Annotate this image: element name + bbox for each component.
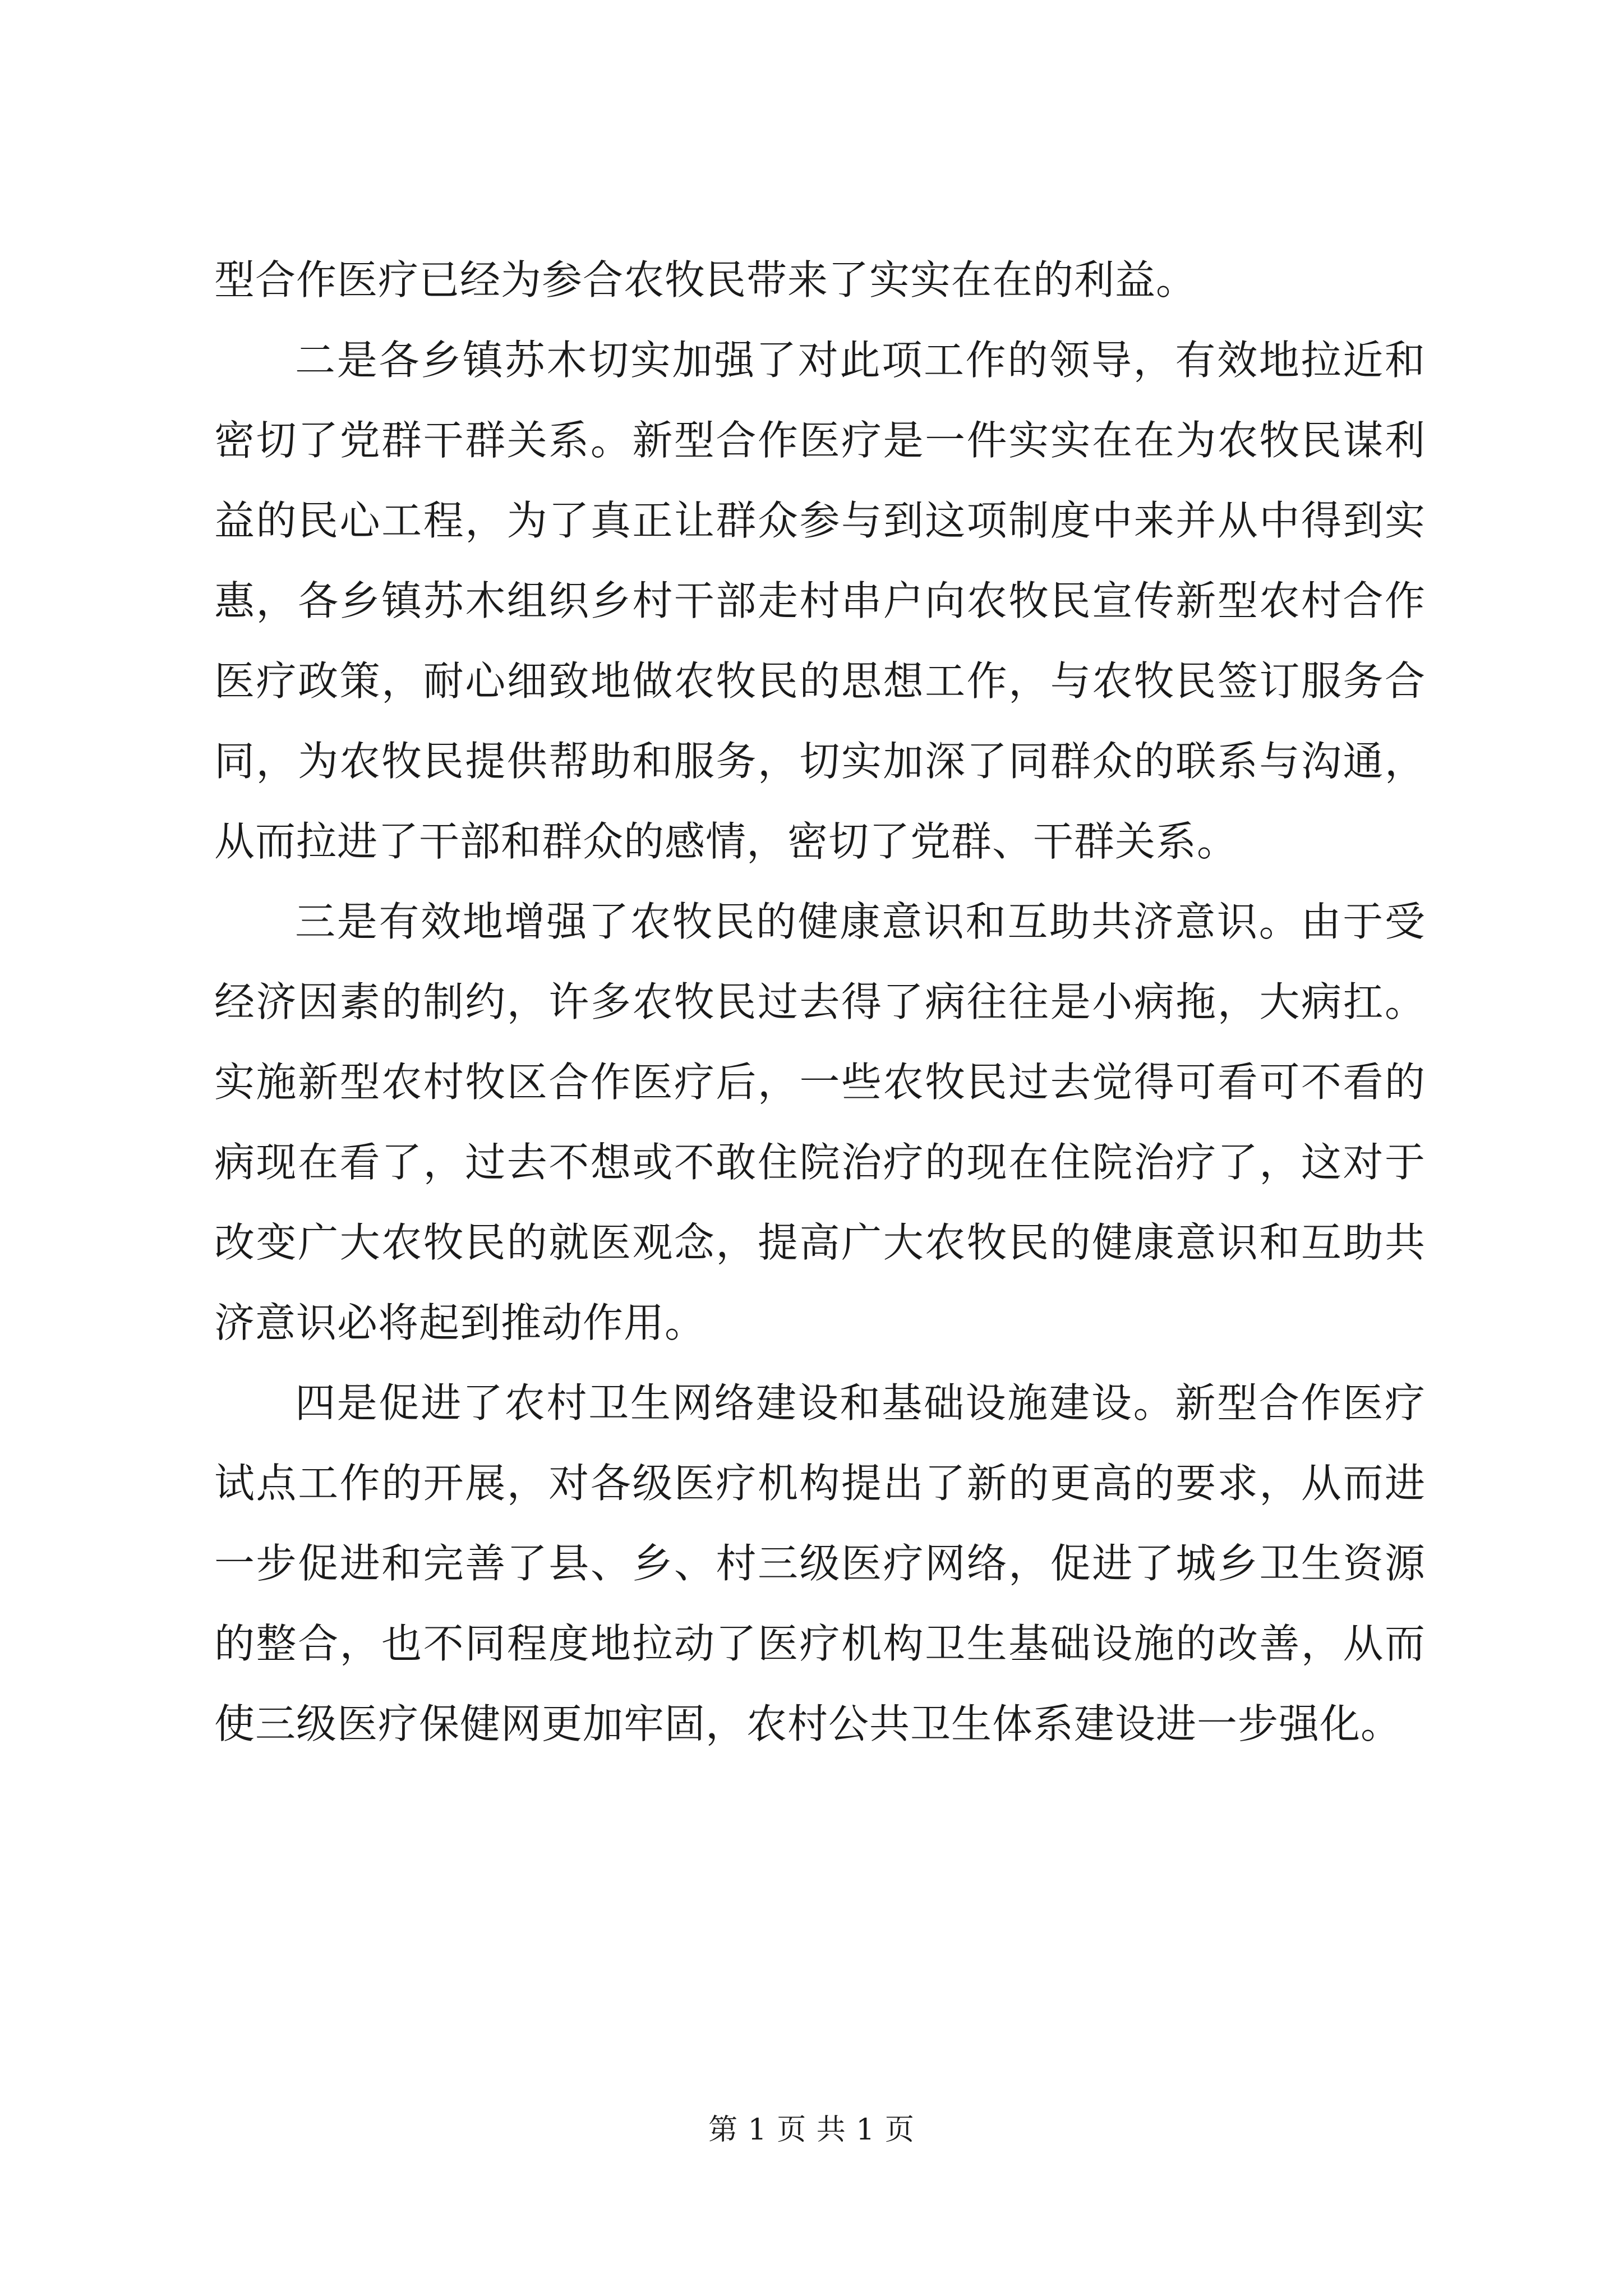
page-footer: 第 1 页 共 1 页 bbox=[708, 2113, 915, 2147]
paragraph-point-four: 四是促进了农村卫生网络建设和基础设施建设。新型合作医疗试点工作的开展，对各级医疗机构提出了新的更高的要求，从而进一步促进和完善了县、乡、村三级医疗网络，促进了城乡卫生资源的整合，也不同程度地拉动了医疗机构卫生基础设施的改善，从而使三级医疗保健网更加牢固，农村公共卫生体系建设进一步强化。 bbox=[214, 1379, 1426, 1747]
paragraph-point-three: 三是有效地增强了农牧民的健康意识和互助共济意识。由于受经济因素的制约，许多农牧民过去得了病往往是小病拖，大病扛。实施新型农村牧区合作医疗后，一些农牧民过去觉得可看可不看的病现在看了，过去不想或不敢住院治疗的现在住院治疗了，这对于改变广大农牧民的就医观念，提高广大农牧民的健康意识和互助共济意识必将起到推动作用。 bbox=[214, 898, 1426, 1346]
paragraph-continuation: 型合作医疗已经为参合农牧民带来了实实在在的利益。 bbox=[214, 256, 1197, 303]
document-body bbox=[214, 240, 1426, 1764]
paragraph-point-two: 二是各乡镇苏木切实加强了对此项工作的领导，有效地拉近和密切了党群干群关系。新型合作医疗是一件实实在在为农牧民谋利益的民心工程，为了真正让群众参与到这项制度中来并从中得到实惠，各乡镇苏木组织乡村干部走村串户向农牧民宣传新型农村合作医疗政策，耐心细致地做农牧民的思想工作，与农牧民签订服务合同，为农牧民提供帮助和服务，切实加深了同群众的联系与沟通，从而拉进了干部和群众的感情，密切了党群、干群关系。 bbox=[214, 337, 1426, 865]
